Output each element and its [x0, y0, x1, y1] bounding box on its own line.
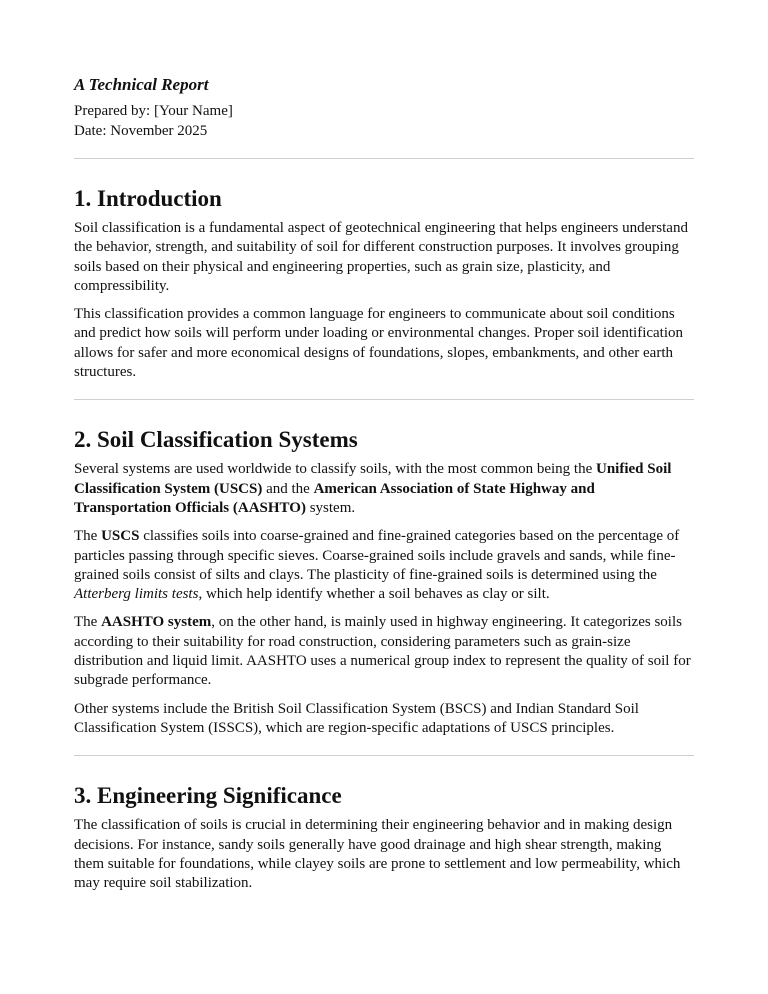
emphasis-aashto-system: AASHTO system: [101, 614, 212, 631]
text-run: Several systems are used worldwide to classify soils, with the most common being the: [74, 461, 596, 478]
section-heading: 2. Soil Classification Systems: [74, 427, 358, 453]
prepared-by: Prepared by: [Your Name]: [74, 103, 233, 119]
section-introduction: [74, 185, 694, 382]
text-run: and the: [262, 480, 314, 497]
emphasis-aashto-full: American Association of State Highway and Transportation Officials (AASHTO): [74, 480, 595, 516]
section-engineering-significance: [74, 782, 694, 893]
text-run: The: [74, 528, 102, 545]
text-run: , on the other hand, is mainly used in highway engineering. It categorizes soils according to their suitability for road construction, considering parameters such as grain-size distribution and liquid limit. AASHTO uses a numerical group index to represent the quality of soil for subgrade performance.: [74, 614, 691, 689]
paragraph: [74, 460, 694, 518]
section-classification-systems: [74, 426, 694, 738]
report-subtitle: A Technical Report: [74, 75, 209, 94]
text-run: , which help identify whether a soil behaves as clay or silt.: [198, 586, 550, 603]
emphasis-uscs: USCS: [101, 528, 140, 545]
paragraph: Other systems include the British Soil Classification System (BSCS) and Indian Standard Soil Classification System (ISSCS), which are region-specific adaptations of USCS principles.: [74, 700, 639, 736]
section-divider: [74, 158, 694, 159]
report-header: [74, 74, 694, 141]
text-run: The: [74, 614, 102, 631]
text-run: system.: [305, 499, 356, 516]
emphasis-atterberg: Atterberg limits tests: [74, 586, 199, 603]
paragraph: [74, 527, 694, 604]
section-heading: 1. Introduction: [74, 186, 222, 211]
paragraph: [74, 613, 694, 690]
section-heading: 3. Engineering Significance: [74, 783, 342, 809]
section-divider: [74, 399, 694, 400]
text-run: classifies soils into coarse-grained and fine-grained categories based on the percentage of particles passing through specific sieves. Coarse-grained soils include gravels and sands, while fine-grained soils consist of silts and clays. The plasticity of fine-grained soils is determined using the: [74, 528, 680, 583]
paragraph: Soil classification is a fundamental aspect of geotechnical engineering that helps engineers understand the behavior, strength, and suitability of soil for different construction purposes. It involves grouping soils based on their physical and engineering properties, such as grain size, plasticity, and compressibility.: [74, 220, 688, 294]
report-date: Date: November 2025: [74, 123, 208, 139]
paragraph: The classification of soils is crucial in determining their engineering behavior and in making design decisions. For instance, sandy soils generally have good drainage and high shear strength, making them suitable for foundations, while clayey soils are prone to settlement and low permeability, which may require soil stabilization.: [74, 817, 681, 892]
emphasis-uscs-full: Unified Soil Classification System (USCS): [74, 461, 672, 497]
paragraph: This classification provides a common language for engineers to communicate about soil conditions and predict how soils will perform under loading or environmental changes. Proper soil identification allows for safer and more economical designs of foundations, slopes, embankments, and other earth structures.: [74, 306, 684, 381]
section-divider: [74, 755, 694, 756]
